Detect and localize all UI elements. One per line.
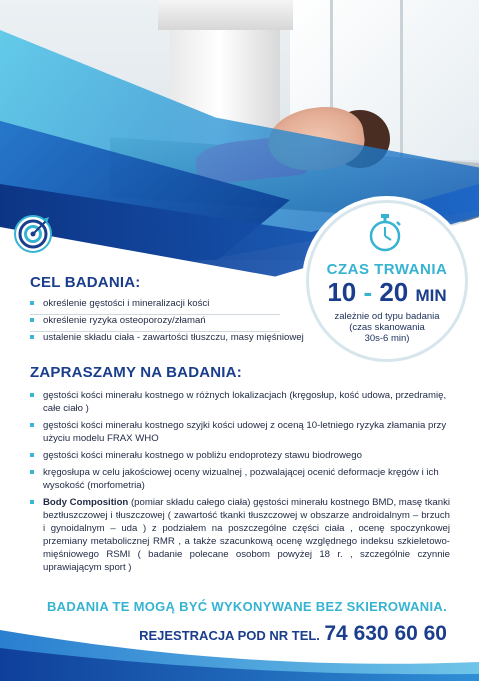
list-item xyxy=(30,466,450,492)
duration-unit: MIN xyxy=(415,286,447,305)
duration-description xyxy=(327,311,447,344)
duration-desc-line: (czas skanowania xyxy=(349,322,425,333)
registration-label: REJESTRACJA POD NR TEL. xyxy=(139,628,320,643)
invite-list xyxy=(30,389,450,578)
list-item xyxy=(30,314,320,327)
list-item-text: gęstości kości minerału kostnego w pobliżu endoprotezy stawu biodrowego xyxy=(43,450,362,461)
list-item-text: określenie gęstości i mineralizacji kości xyxy=(43,298,210,309)
divider xyxy=(30,314,280,315)
list-item-text: gęstości kości minerału kostnego szyjki kości udowej z oceną 10-letniego ryzyka złamania przy użyciu modelu FRAX WHO xyxy=(43,420,447,444)
objective-list xyxy=(30,297,320,348)
duration-to: 20 xyxy=(379,277,409,307)
list-item xyxy=(30,297,320,310)
bullet xyxy=(30,453,34,457)
duration-desc-line: zależnie od typu badania xyxy=(334,311,440,322)
duration-value xyxy=(309,277,465,308)
duration-separator: - xyxy=(356,277,380,307)
phone-number[interactable]: 74 630 60 60 xyxy=(324,622,447,645)
window-frame xyxy=(400,0,403,160)
duration-desc-line: 30s-6 min) xyxy=(364,333,410,344)
stopwatch-icon xyxy=(367,213,403,253)
scanner-head xyxy=(158,0,293,30)
bullet xyxy=(30,500,34,504)
duration-badge xyxy=(306,200,468,362)
duration-label: CZAS TRWANIA xyxy=(326,261,448,278)
list-item xyxy=(30,331,320,344)
bullet xyxy=(30,318,34,322)
list-item-text: określenie ryzyka osteoporozy/złamań xyxy=(43,315,206,326)
bullet xyxy=(30,470,34,474)
bullet xyxy=(30,301,34,305)
divider xyxy=(30,331,280,332)
list-item xyxy=(30,496,450,574)
list-item-text: ustalenie składu ciała - zawartości tłuszczu, masy mięśniowej xyxy=(43,332,304,343)
duration-from: 10 xyxy=(327,277,357,307)
registration-line xyxy=(139,622,447,646)
target-icon xyxy=(14,215,52,253)
no-referral-note: BADANIA TE MOGĄ BYĆ WYKONYWANE BEZ SKIEROWANIA. xyxy=(46,599,447,614)
body-composition-title: Body Composition xyxy=(43,497,129,508)
bullet xyxy=(30,423,34,427)
body-composition-text: (pomiar składu całego ciała) gęstości minerału kostnego BMD, masę tkanki beztłuszczowej i tłuszczowej ( zawartość tkanki tłuszczowej w obszarze androidalnym – brzuch i gynoidalnym – uda ) z podziałem na poszczególne części ciała , ocenę spoczynkowej przemiany metabolicznej RMR , a także szacunkową ocenę względnego indeksu szkieletowo-mięśniowego RSMI ( badanie polecane osobom powyżej 18 r. , szczególnie czynnie uprawiającym sport ) xyxy=(43,497,450,573)
list-item xyxy=(30,419,450,445)
bullet xyxy=(30,393,34,397)
list-item xyxy=(30,449,450,462)
invite-heading: ZAPRASZAMY NA BADANIA: xyxy=(30,364,242,381)
list-item xyxy=(30,389,450,415)
objective-heading: CEL BADANIA: xyxy=(30,274,141,291)
list-item-text: gęstości kości minerału kostnego w różnych lokalizacjach (kręgosłup, kość udowa, przedramię, całe ciało ) xyxy=(43,390,447,414)
bullet xyxy=(30,335,34,339)
list-item-text: kręgosłupa w celu jakościowej oceny wizualnej , pozwalającej ocenić deformacje kręgów i ich wysokość (morfometria) xyxy=(43,467,439,491)
